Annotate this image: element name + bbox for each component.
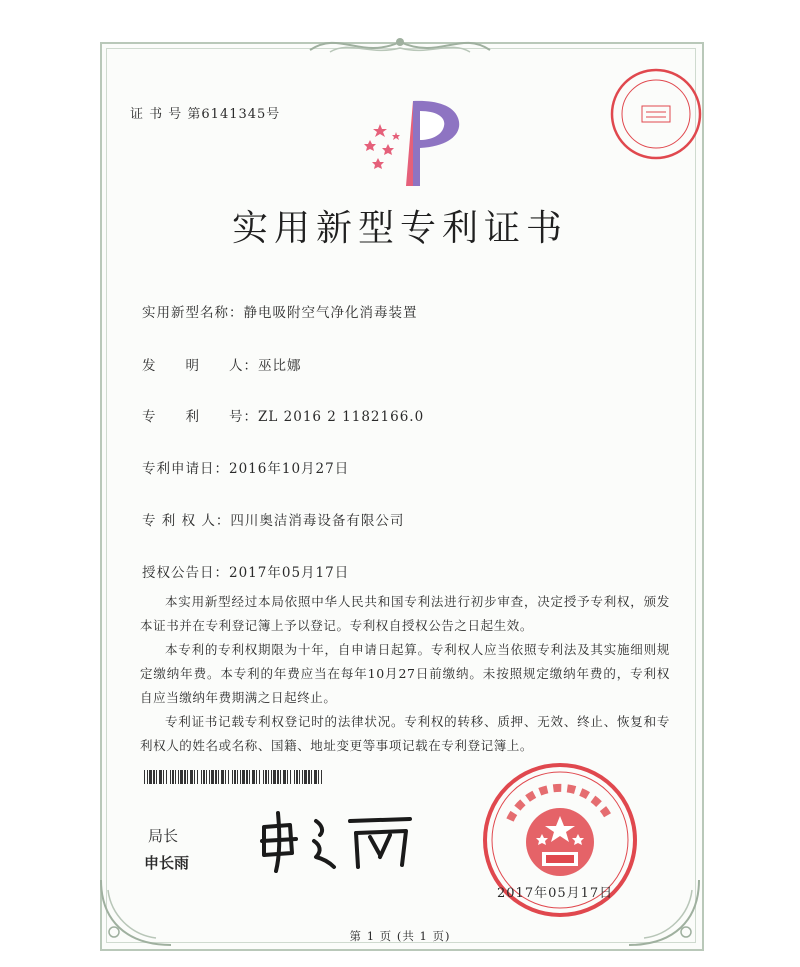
certificate-number: 证 书 号 第6141345号 bbox=[130, 107, 281, 122]
field-patentee bbox=[142, 509, 404, 529]
signatory-title: 局长 bbox=[148, 827, 179, 845]
body-paragraph: 专利证书记载专利权登记时的法律状况。专利权的转移、质押、无效、终止、恢复和专利权人的姓名或名称、国籍、地址变更等事项记载在专利登记簿上。 bbox=[140, 714, 670, 753]
field-announcement-date bbox=[142, 561, 349, 581]
field-value: 2017年05月17日 bbox=[229, 565, 350, 581]
field-label: 实用新型名称： bbox=[142, 305, 244, 321]
field-label: 专 利 权 人： bbox=[142, 513, 231, 529]
page-number: 第 1 页 (共 1 页) bbox=[349, 929, 451, 943]
field-value: 静电吸附空气净化消毒装置 bbox=[243, 305, 418, 321]
agency-seal-icon bbox=[608, 66, 704, 162]
field-filing-date bbox=[142, 457, 349, 477]
field-label: 专利申请日： bbox=[142, 461, 229, 477]
field-inventor bbox=[142, 354, 302, 374]
certificate-title: 实用新型专利证书 bbox=[231, 208, 568, 249]
cnipa-logo-icon bbox=[358, 96, 468, 191]
field-value: 巫比娜 bbox=[258, 358, 302, 374]
field-label: 发 明 人： bbox=[142, 358, 258, 374]
handwritten-signature-icon bbox=[250, 805, 420, 875]
field-utility-model-name bbox=[142, 301, 418, 321]
field-label: 专 利 号： bbox=[142, 409, 258, 425]
issue-date: 2017年05月17日 bbox=[497, 886, 614, 901]
barcode-icon bbox=[144, 770, 324, 784]
field-patent-number bbox=[142, 405, 424, 425]
field-label: 授权公告日： bbox=[142, 565, 229, 581]
signatory-name: 申长雨 bbox=[144, 854, 190, 872]
field-value: ZL 2016 2 1182166.0 bbox=[258, 409, 425, 425]
certificate-body bbox=[140, 590, 670, 758]
field-value: 2016年10月27日 bbox=[229, 461, 350, 477]
field-value: 四川奥洁消毒设备有限公司 bbox=[230, 513, 405, 529]
body-paragraph: 本实用新型经过本局依照中华人民共和国专利法进行初步审查，决定授予专利权，颁发本证书并在专利登记簿上予以登记。专利权自授权公告之日起生效。 bbox=[140, 594, 670, 633]
body-paragraph: 本专利的专利权期限为十年，自申请日起算。专利权人应当依照专利法及其实施细则规定缴纳年费。本专利的年费应当在每年10月27日前缴纳。未按照规定缴纳年费的，专利权自应当缴纳年费期满之日起终止。 bbox=[140, 642, 670, 705]
ornament-top-icon bbox=[300, 30, 500, 60]
